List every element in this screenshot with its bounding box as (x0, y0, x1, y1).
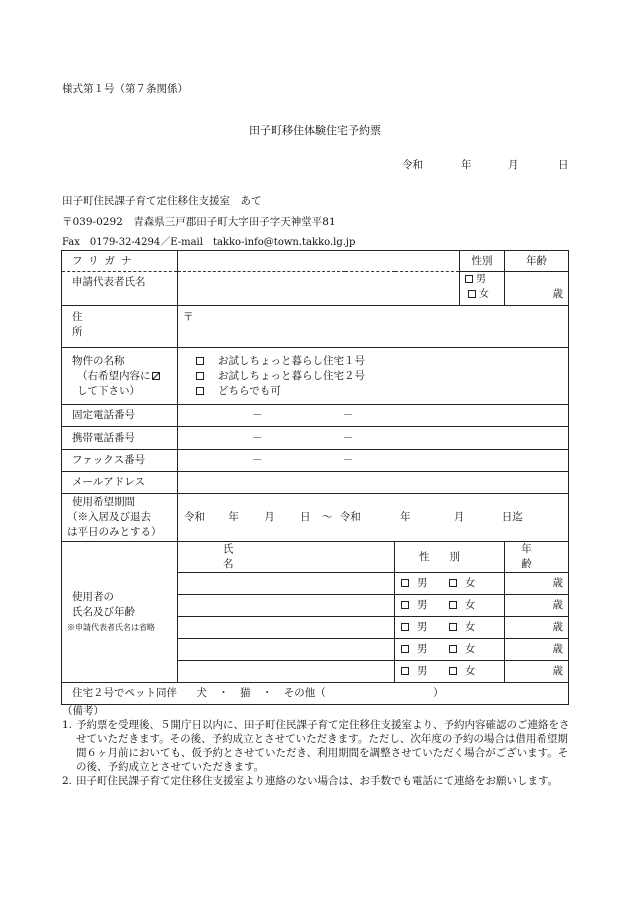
property-label: 物件の名称 （右希望内容に して下さい） (62, 348, 178, 405)
pet-cat: 猫 (240, 687, 251, 699)
applicant-row (62, 272, 569, 306)
property-option-2[interactable]: お試しちょっと暮らし住宅２号 (196, 369, 563, 384)
pet-close: ） (433, 687, 444, 699)
pet-dog: 犬 (196, 687, 207, 699)
user-gender-2: 男 女 (395, 595, 505, 617)
property-checkbox-3[interactable] (196, 387, 204, 395)
period-label: 使用希望期間 （※入居及び退去 は平日のみとする） (62, 494, 178, 542)
pet-field[interactable]: 住宅２号でペット同伴 犬 ・ 猫 ・ その他（ ） (62, 683, 569, 705)
note-item-2: 2. 田子町住民課子育て定住移住支援室より連絡のない場合は、お手数でも電話にて連絡をお願いします。 (62, 775, 559, 787)
applicant-name-field[interactable] (178, 272, 460, 306)
user-female-checkbox[interactable] (449, 667, 457, 675)
age-unit: 歳 (552, 288, 564, 300)
postal-mark: 〒 (183, 311, 194, 323)
form-title: 田子町移住体験住宅予約票 (249, 124, 381, 137)
user-age-field-4[interactable]: 歳 (505, 639, 569, 661)
user-name-field-2[interactable] (178, 595, 395, 617)
fax-field[interactable]: － － (178, 450, 569, 472)
user-male-checkbox[interactable] (401, 623, 409, 631)
period-field[interactable]: 令和 年 月 日 ～ 令和 年 月 日迄 (178, 494, 569, 542)
user-name-field-1[interactable] (178, 573, 395, 595)
user-male-checkbox[interactable] (401, 645, 409, 653)
period-row (62, 494, 569, 542)
applicant-label: 申請代表者氏名 (62, 272, 178, 306)
user-male-checkbox[interactable] (401, 579, 409, 587)
form-number: 様式第１号（第７条関係） (62, 83, 188, 95)
date-month-unit: 月 (508, 159, 519, 171)
user-female-checkbox[interactable] (449, 579, 457, 587)
pet-label: 住宅２号でペット同伴 (72, 687, 177, 699)
user-gender-5: 男 女 (395, 661, 505, 683)
note-item-1: 1. 予約票を受理後、５開庁日以内に、田子町住民課子育て定住移住支援室より、予約内容確認のご連絡をさせていただきます。その後、予約成立とさせていただきます。ただし、次年度の予約の場合は借用希望期間６ヶ月前においても、仮予約とさせていただき、利用期間を調整させていただく場合がございます。その後、予約成立とさせていただきます。 (62, 719, 570, 773)
user-female-checkbox[interactable] (449, 645, 457, 653)
check-sample-icon (152, 372, 160, 380)
users-age-header: 年齢 (505, 542, 569, 573)
date-day-unit: 日 (558, 159, 569, 171)
user-male-checkbox[interactable] (401, 667, 409, 675)
property-option-3[interactable]: どちらでも可 (196, 384, 563, 399)
female-checkbox[interactable] (468, 290, 476, 298)
user-gender-3: 男 女 (395, 617, 505, 639)
users-label: 使用者の 氏名及び年齢 ※申請代表者氏名は省略 (62, 542, 178, 683)
applicant-gender (460, 272, 505, 306)
age-header: 年齢 (505, 251, 569, 272)
recipient-contact: Fax 0179-32-4294／E-mail takko-info@town.takko.lg.jp (62, 237, 356, 248)
user-male-checkbox[interactable] (401, 601, 409, 609)
address-field[interactable] (178, 306, 569, 348)
female-label: 女 (479, 289, 490, 300)
property-options (178, 348, 569, 405)
user-gender-1: 男 女 (395, 573, 505, 595)
property-option-1[interactable]: お試しちょっと暮らし住宅１号 (196, 354, 563, 369)
user-gender-4: 男 女 (395, 639, 505, 661)
fax-label: ファックス番号 (62, 450, 178, 472)
email-field[interactable] (178, 472, 569, 494)
address-label: 住所 (62, 306, 178, 348)
users-header-row (62, 542, 569, 573)
date-era: 令和 (402, 159, 423, 171)
pet-row (62, 683, 569, 705)
pet-other: その他（ (283, 687, 326, 699)
user-female-checkbox[interactable] (449, 623, 457, 631)
date-year-unit: 年 (461, 159, 472, 171)
male-checkbox[interactable] (465, 275, 473, 283)
mobile-row (62, 427, 569, 450)
user-female-checkbox[interactable] (449, 601, 457, 609)
reservation-form-table (61, 250, 569, 705)
notes-heading: （備考） (62, 705, 104, 717)
address-row (62, 306, 569, 348)
furigana-row (62, 251, 569, 272)
recipient-name: 田子町住民課子育て定住移住支援室 あて (62, 195, 262, 207)
male-label: 男 (476, 274, 487, 285)
property-row (62, 348, 569, 405)
user-age-field-5[interactable]: 歳 (505, 661, 569, 683)
mobile-field[interactable]: － － (178, 427, 569, 450)
user-age-field-1[interactable]: 歳 (505, 573, 569, 595)
furigana-label: フリガナ (62, 251, 178, 272)
gender-header: 性別 (460, 251, 505, 272)
user-age-field-3[interactable]: 歳 (505, 617, 569, 639)
user-name-field-3[interactable] (178, 617, 395, 639)
notes-section (62, 704, 577, 788)
applicant-age-field[interactable] (505, 272, 569, 306)
phone-label: 固定電話番号 (62, 405, 178, 427)
recipient-address: 〒039-0292 青森県三戸郡田子町大字田子字天神堂平81 (62, 216, 336, 228)
user-name-field-5[interactable] (178, 661, 395, 683)
email-label: メールアドレス (62, 472, 178, 494)
property-checkbox-1[interactable] (196, 357, 204, 365)
property-checkbox-2[interactable] (196, 372, 204, 380)
fax-row (62, 450, 569, 472)
phone-field[interactable]: － － (178, 405, 569, 427)
users-name-header: 氏名 (178, 542, 395, 573)
phone-row (62, 405, 569, 427)
users-gender-header: 性別 (395, 542, 505, 573)
user-age-field-2[interactable]: 歳 (505, 595, 569, 617)
user-name-field-4[interactable] (178, 639, 395, 661)
furigana-field[interactable] (178, 251, 460, 272)
mobile-label: 携帯電話番号 (62, 427, 178, 450)
email-row (62, 472, 569, 494)
